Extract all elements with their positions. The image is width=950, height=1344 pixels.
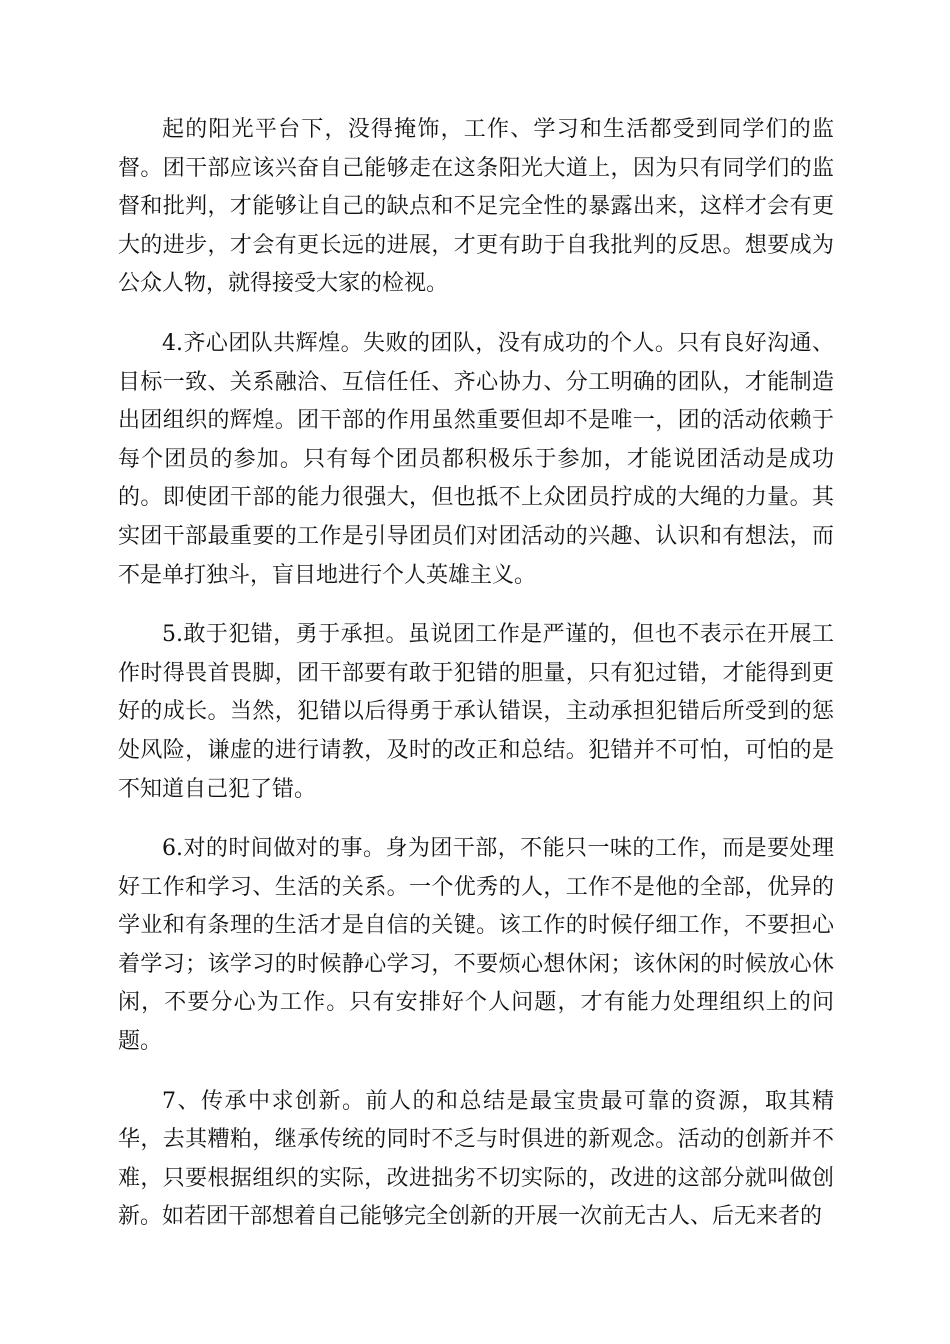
paragraph-5: 7、传承中求创新。前人的和总结是最宝贵最可靠的资源，取其精华，去其糟粕，继承传统的同时不乏与时俱进的新观念。活动的创新并不难，只要根据组织的实际，改进拙劣不切实际的，改进的这部分就叫做创新。如若团干部想着自己能够完全创新的开展一次前无古人、后无来者的 bbox=[118, 1088, 834, 1230]
paragraph-3: 5.敢于犯错，勇于承担。虽说团工作是严谨的，但也不表示在开展工作时得畏首畏脚，团干部要有敢于犯错的胆量，只有犯过错，才能得到更好的成长。当然，犯错以后得勇于承认错误，主动承担犯错后所受到的惩处风险，谦虚的进行请教，及时的改正和总结。犯错并不可怕，可怕的是不知道自己犯了错。 bbox=[118, 622, 834, 802]
paragraph-2: 4.齐心团队共辉煌。失败的团队，没有成功的个人。只有良好沟通、目标一致、关系融洽、互信任任、齐心协力、分工明确的团队，才能制造出团组织的辉煌。团干部的作用虽然重要但却不是唯一，团的活动依赖于每个团员的参加。只有每个团员都积极乐于参加，才能说团活动是成功的。即使团干部的能力很强大，但也抵不上众团员拧成的大绳的力量。其实团干部最重要的工作是引导团员们对团活动的兴趣、认识和有想法，而不是单打独斗，盲目地进行个人英雄主义。 bbox=[118, 330, 834, 588]
paragraph-1: 起的阳光平台下，没得掩饰，工作、学习和生活都受到同学们的监督。团干部应该兴奋自己能够走在这条阳光大道上，因为只有同学们的监督和批判，才能够让自己的缺点和不足完全性的暴露出来，这样才会有更大的进步，才会有更长远的进展，才更有助于自我批判的反思。想要成为公众人物，就得接受大家的检视。 bbox=[118, 117, 834, 297]
document-body bbox=[118, 111, 834, 1258]
paragraph-4: 6.对的时间做对的事。身为团干部，不能只一味的工作，而是要处理好工作和学习、生活的关系。一个优秀的人，工作不是他的全部，优异的学业和有条理的生活才是自信的关键。该工作的时候仔细工作，不要担心着学习；该学习的时候静心学习，不要烦心想休闲；该休闲的时候放心休闲，不要分心为工作。只有安排好个人问题，才有能力处理组织上的问题。 bbox=[118, 836, 834, 1055]
